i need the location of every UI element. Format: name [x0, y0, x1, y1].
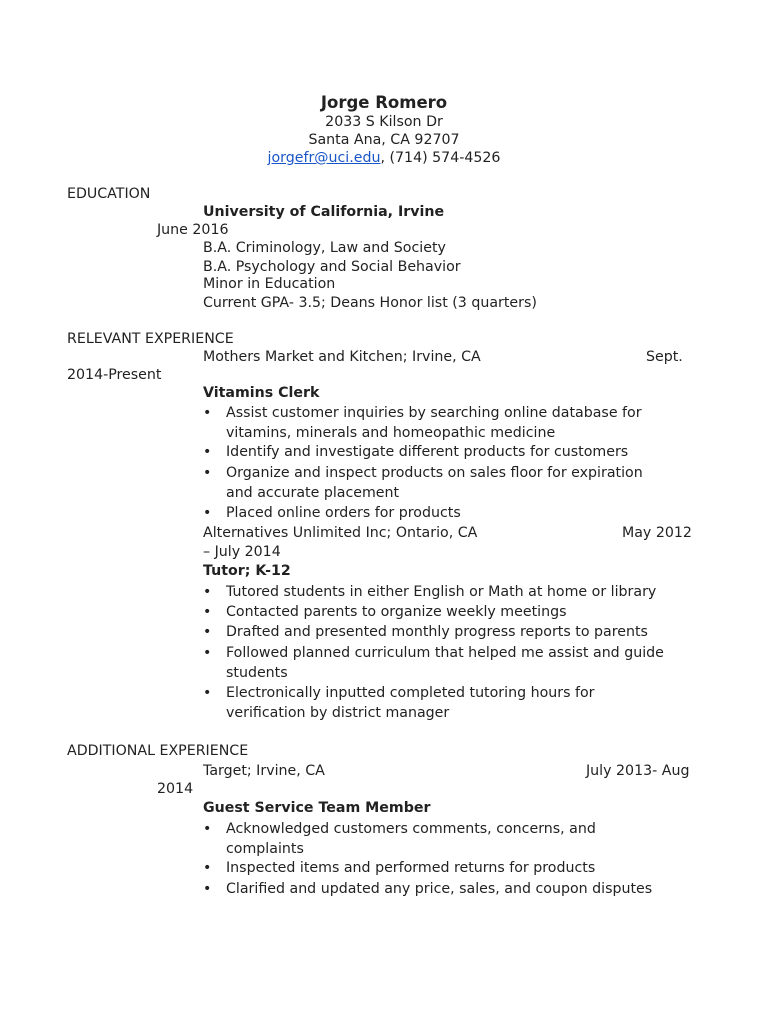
bullet-text: Contacted parents to organize weekly meetings	[226, 604, 567, 620]
bullet-text: Assist customer inquiries by searching online database for vitamins, minerals and homeopathic medicine	[226, 405, 642, 441]
bullet-marker: •	[203, 860, 212, 876]
bullet-marker: •	[203, 645, 212, 661]
bullet-marker: •	[203, 405, 212, 421]
phone-number: , (714) 574-4526	[380, 150, 501, 166]
bullet-text: Tutored students in either English or Math at home or library	[226, 584, 657, 600]
job-title: Guest Service Team Member	[203, 800, 431, 816]
graduation-date: June 2016	[157, 222, 229, 238]
address-line-2: Santa Ana, CA 92707	[308, 132, 460, 148]
bullet-text: Drafted and presented monthly progress reports to parents	[226, 624, 648, 640]
bullet-marker: •	[203, 881, 212, 897]
job-date-continued: 2014-Present	[67, 367, 162, 383]
bullet-marker: •	[203, 624, 212, 640]
bullet-marker: •	[203, 584, 212, 600]
bullet-text: Organize and inspect products on sales floor for expiration and accurate placement	[226, 465, 643, 501]
job-date-continued: 2014	[157, 781, 194, 797]
job-title: Tutor; K-12	[203, 563, 291, 579]
bullet-text: Identify and investigate different products for customers	[226, 444, 629, 460]
bullet-marker: •	[203, 465, 212, 481]
employer-line: Target; Irvine, CA	[203, 763, 325, 779]
degree-line: B.A. Psychology and Social Behavior	[203, 259, 461, 275]
degree-line: B.A. Criminology, Law and Society	[203, 240, 446, 256]
email-link[interactable]: jorgefr@uci.edu	[267, 150, 381, 166]
bullet-marker: •	[203, 821, 212, 837]
employer-line: Mothers Market and Kitchen; Irvine, CA	[203, 349, 481, 365]
bullet-marker: •	[203, 505, 212, 521]
bullet-text: Inspected items and performed returns for products	[226, 860, 596, 876]
additional-experience-heading: ADDITIONAL EXPERIENCE	[67, 743, 249, 759]
bullet-marker: •	[203, 444, 212, 460]
relevant-experience-heading: RELEVANT EXPERIENCE	[67, 331, 234, 347]
bullet-marker: •	[203, 604, 212, 620]
school-name: University of California, Irvine	[203, 204, 445, 220]
gpa-line: Current GPA- 3.5; Deans Honor list (3 quarters)	[203, 295, 537, 311]
bullet-marker: •	[203, 685, 212, 701]
bullet-text: Clarified and updated any price, sales, and coupon disputes	[226, 881, 653, 897]
bullet-text: Placed online orders for products	[226, 505, 461, 521]
bullet-text: Electronically inputted completed tutoring hours for verification by district manager	[226, 685, 595, 721]
candidate-name: Jorge Romero	[320, 93, 448, 112]
employer-line: Alternatives Unlimited Inc; Ontario, CA	[203, 525, 478, 541]
contact-line	[0, 149, 768, 168]
job-date-continued: – July 2014	[203, 544, 281, 560]
address-line-1: 2033 S Kilson Dr	[325, 114, 443, 130]
job-date: May 2012	[622, 525, 692, 541]
job-title: Vitamins Clerk	[203, 385, 320, 401]
job-date: Sept.	[646, 349, 683, 365]
bullet-text: Followed planned curriculum that helped me assist and guide students	[226, 645, 664, 681]
education-heading: EDUCATION	[67, 186, 151, 202]
job-date: July 2013- Aug	[586, 763, 690, 779]
bullet-text: Acknowledged customers comments, concerns, and complaints	[226, 821, 596, 857]
minor-line: Minor in Education	[203, 276, 336, 292]
